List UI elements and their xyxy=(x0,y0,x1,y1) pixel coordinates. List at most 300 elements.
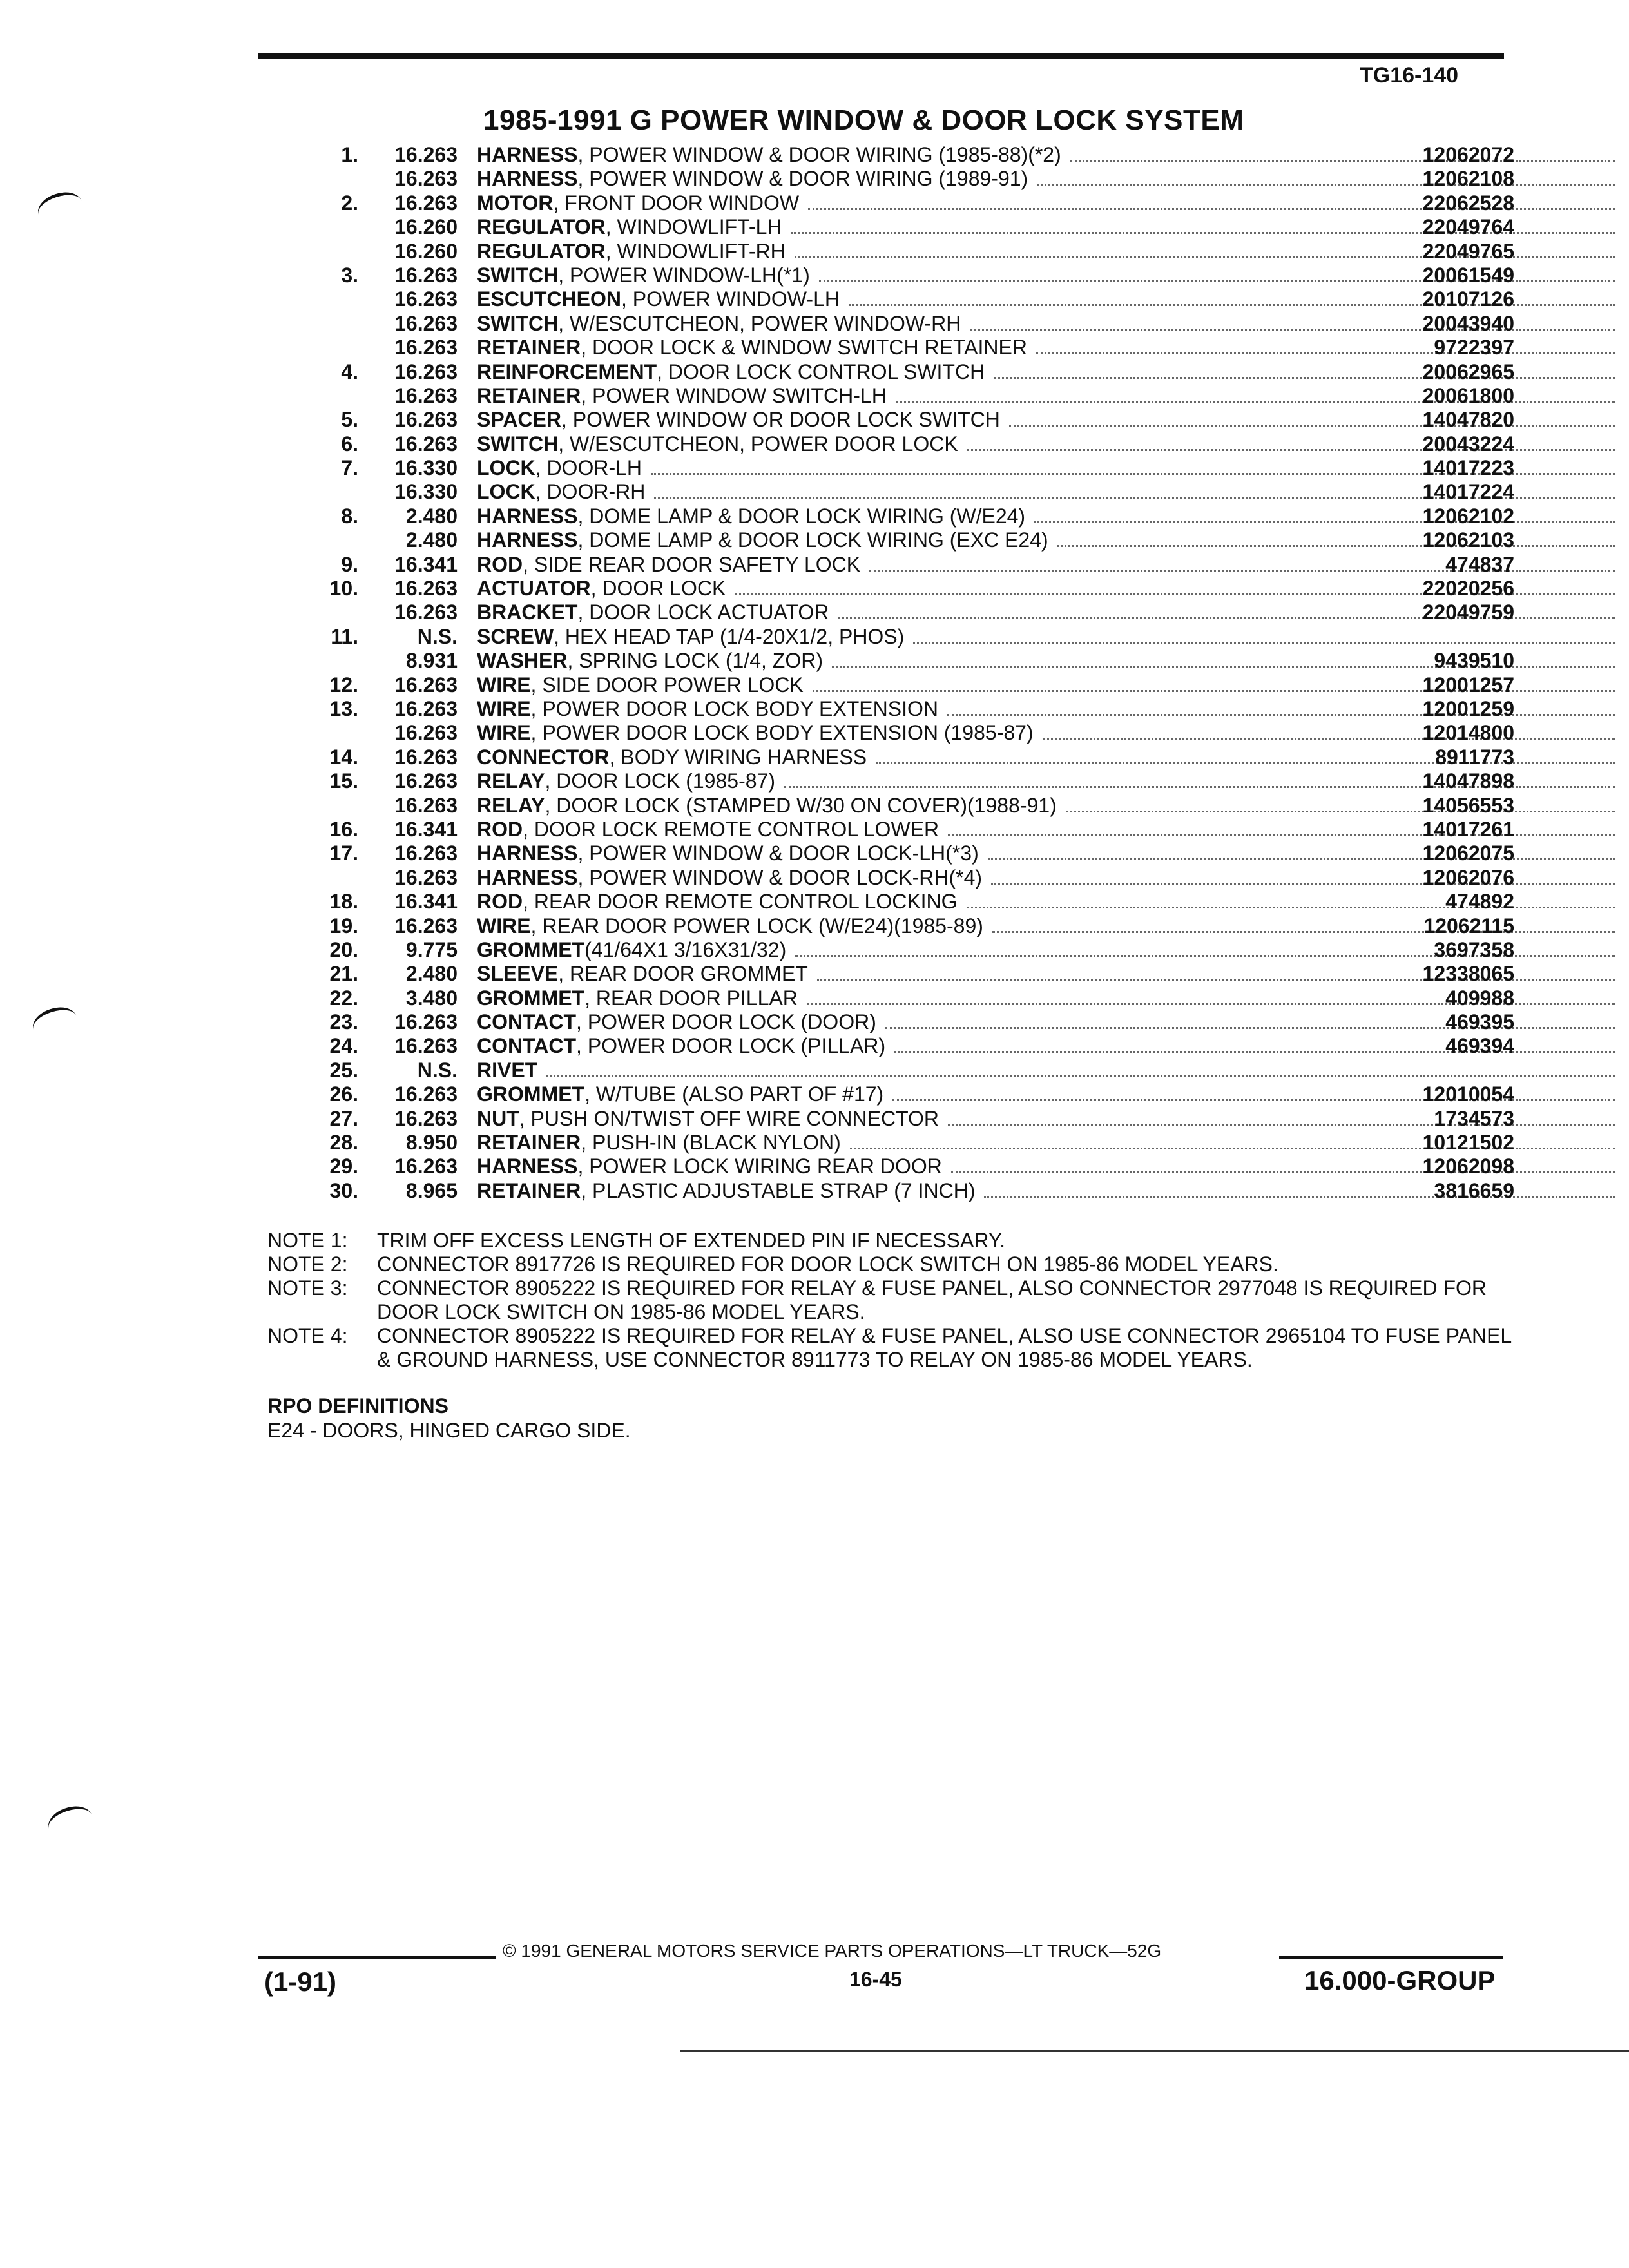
margin-mark xyxy=(34,187,86,228)
leader-dots xyxy=(1034,506,1615,523)
item-number: 25. xyxy=(329,1058,358,1082)
part-row xyxy=(258,1179,1514,1203)
part-detail: , POWER WINDOW OR DOOR LOCK SWITCH xyxy=(561,408,1000,432)
part-number: 10121502 xyxy=(1422,1131,1514,1155)
part-name: CONNECTOR xyxy=(477,745,610,769)
part-number: 409988 xyxy=(1445,986,1514,1010)
item-number: 3. xyxy=(341,263,358,287)
group-number: 16.330 xyxy=(394,456,458,480)
group-number: 16.263 xyxy=(394,311,458,335)
leader-dots xyxy=(1036,337,1615,354)
part-row xyxy=(258,601,1514,624)
part-name: RETAINER xyxy=(477,1131,581,1155)
leader-dots xyxy=(984,1180,1615,1198)
part-name: RETAINER xyxy=(477,1178,581,1202)
part-row xyxy=(258,408,1514,432)
part-name: RELAY xyxy=(477,793,545,817)
part-number: 9439510 xyxy=(1434,649,1514,673)
group-number: N.S. xyxy=(417,1058,458,1082)
part-name: GROMMET xyxy=(477,937,585,961)
part-row xyxy=(258,914,1514,938)
part-name: HARNESS xyxy=(477,143,578,166)
part-detail: , FRONT DOOR WINDOW xyxy=(553,191,800,215)
part-detail: , DOOR-LH xyxy=(535,456,642,480)
part-name: BRACKET xyxy=(477,601,578,624)
part-name: WIRE xyxy=(477,673,531,697)
group-number: 16.263 xyxy=(394,1106,458,1130)
note-label: NOTE 1: xyxy=(267,1229,348,1252)
item-number: 18. xyxy=(329,890,358,914)
note-item xyxy=(267,1229,1524,1253)
leader-dots xyxy=(913,626,1615,644)
leader-dots xyxy=(994,361,1615,379)
part-number: 474892 xyxy=(1445,890,1514,914)
group-number: 16.263 xyxy=(394,191,458,215)
doc-code: TG16-140 xyxy=(1360,63,1459,88)
group-number: 16.263 xyxy=(394,432,458,456)
group-number: N.S. xyxy=(417,624,458,648)
part-row xyxy=(258,432,1514,456)
part-number: 22062528 xyxy=(1422,191,1514,215)
item-number: 5. xyxy=(341,408,358,432)
part-row xyxy=(258,264,1514,287)
item-number: 11. xyxy=(331,624,358,648)
top-rule xyxy=(258,53,1504,59)
notes-section xyxy=(267,1229,1524,1372)
group-number: 16.263 xyxy=(394,383,458,407)
group-number: 16.341 xyxy=(394,552,458,576)
item-number: 19. xyxy=(329,914,358,937)
part-number: 14017223 xyxy=(1422,456,1514,480)
group-number: 16.260 xyxy=(394,239,458,263)
part-number: 14047898 xyxy=(1422,769,1514,793)
part-name: SLEEVE xyxy=(477,962,559,986)
part-name: SWITCH xyxy=(477,263,559,287)
part-number: 12062098 xyxy=(1422,1155,1514,1178)
item-number: 20. xyxy=(329,937,358,961)
group-number: 16.263 xyxy=(394,360,458,383)
part-name: GROMMET xyxy=(477,986,585,1010)
item-number: 9. xyxy=(341,552,358,576)
rpo-heading: RPO DEFINITIONS xyxy=(267,1394,448,1418)
part-detail: , POWER WINDOW-LH(*1) xyxy=(558,263,810,287)
item-number: 12. xyxy=(329,673,358,697)
group-number: 16.263 xyxy=(394,408,458,432)
group-number: 16.263 xyxy=(394,793,458,817)
part-name: RETAINER xyxy=(477,336,581,360)
item-number: 30. xyxy=(329,1178,358,1202)
part-detail: , REAR DOOR GROMMET xyxy=(558,962,808,986)
part-row xyxy=(258,384,1514,408)
part-row xyxy=(258,866,1514,890)
group-number: 16.263 xyxy=(394,143,458,166)
part-number: 20107126 xyxy=(1422,287,1514,311)
group-number: 16.263 xyxy=(394,1082,458,1106)
group-number: 16.330 xyxy=(394,480,458,504)
part-name: HARNESS xyxy=(477,528,578,552)
part-row xyxy=(258,1059,1514,1082)
part-row xyxy=(258,577,1514,601)
group-number: 16.263 xyxy=(394,287,458,311)
part-detail: , POWER WINDOW & DOOR WIRING (1989-91) xyxy=(577,167,1028,191)
part-detail: , W/ESCUTCHEON, POWER WINDOW-RH xyxy=(558,311,961,335)
footer-rule-left xyxy=(258,1956,496,1959)
group-number: 2.480 xyxy=(405,962,458,986)
part-name: CONTACT xyxy=(477,1034,577,1058)
part-detail: (41/64X1 3/16X31/32) xyxy=(584,937,787,961)
part-name: WIRE xyxy=(477,721,531,745)
part-name: CONTACT xyxy=(477,1010,577,1034)
part-row xyxy=(258,215,1514,239)
part-row xyxy=(258,1010,1514,1034)
part-name: HARNESS xyxy=(477,841,578,865)
group-number: 16.263 xyxy=(394,263,458,287)
part-name: ROD xyxy=(477,552,523,576)
part-detail: , HEX HEAD TAP (1/4-20X1/2, PHOS) xyxy=(554,624,905,648)
part-row xyxy=(258,1155,1514,1178)
part-row xyxy=(258,143,1514,167)
part-number: 3816659 xyxy=(1434,1178,1514,1202)
part-detail: , POWER WINDOW & DOOR LOCK-LH(*3) xyxy=(577,841,979,865)
part-detail: , DOOR LOCK (STAMPED W/30 ON COVER)(1988-91) xyxy=(545,793,1057,817)
group-number: 8.965 xyxy=(405,1178,458,1202)
part-detail: , POWER DOOR LOCK (PILLAR) xyxy=(576,1034,886,1058)
group-number: 16.263 xyxy=(394,1155,458,1178)
item-number: 14. xyxy=(329,745,358,769)
margin-mark xyxy=(44,1801,96,1842)
part-detail: , DOOR LOCK CONTROL SWITCH xyxy=(657,360,985,383)
leader-dots xyxy=(970,313,1615,331)
part-row xyxy=(258,986,1514,1010)
part-number: 14056553 xyxy=(1422,793,1514,817)
group-number: 16.263 xyxy=(394,336,458,360)
note-label: NOTE 2: xyxy=(267,1253,348,1276)
part-row xyxy=(258,312,1514,336)
page-number: 16-45 xyxy=(849,1968,902,1991)
part-number: 474837 xyxy=(1445,552,1514,576)
part-name: REGULATOR xyxy=(477,239,606,263)
group-number: 16.260 xyxy=(394,215,458,239)
part-row xyxy=(258,818,1514,841)
group-number: 16.341 xyxy=(394,890,458,914)
part-detail: , POWER DOOR LOCK BODY EXTENSION (1985-87) xyxy=(530,721,1034,745)
part-number: 22049764 xyxy=(1422,215,1514,239)
part-row xyxy=(258,553,1514,577)
part-name: WIRE xyxy=(477,697,531,720)
part-row xyxy=(258,673,1514,697)
part-name: GROMMET xyxy=(477,1082,585,1106)
part-detail: , POWER WINDOW & DOOR WIRING (1985-88)(*2) xyxy=(577,143,1061,166)
item-number: 23. xyxy=(329,1010,358,1034)
part-row xyxy=(258,505,1514,528)
part-number: 14017261 xyxy=(1422,817,1514,841)
item-number: 4. xyxy=(341,360,358,383)
part-name: ACTUATOR xyxy=(477,577,591,601)
part-detail: , POWER WINDOW SWITCH-LH xyxy=(581,383,887,407)
part-detail: , BODY WIRING HARNESS xyxy=(609,745,867,769)
part-name: SWITCH xyxy=(477,311,559,335)
part-number: 469395 xyxy=(1445,1010,1514,1034)
part-name: WASHER xyxy=(477,649,568,673)
parts-list xyxy=(258,143,1514,1203)
part-name: RETAINER xyxy=(477,383,581,407)
part-number: 22049759 xyxy=(1422,601,1514,624)
part-detail: , W/ESCUTCHEON, POWER DOOR LOCK xyxy=(558,432,958,456)
part-detail: , PLASTIC ADJUSTABLE STRAP (7 INCH) xyxy=(581,1178,976,1202)
part-name: REGULATOR xyxy=(477,215,606,239)
part-name: LOCK xyxy=(477,456,535,480)
part-detail: , WINDOWLIFT-LH xyxy=(605,215,782,239)
part-row xyxy=(258,1034,1514,1058)
part-number: 12338065 xyxy=(1422,962,1514,986)
item-number: 10. xyxy=(329,577,358,601)
item-number: 21. xyxy=(329,962,358,986)
part-number: 12010054 xyxy=(1422,1082,1514,1106)
group-number: 16.341 xyxy=(394,817,458,841)
group-number: 16.263 xyxy=(394,721,458,745)
part-number: 1734573 xyxy=(1434,1106,1514,1130)
part-number: 20043940 xyxy=(1422,311,1514,335)
group-number: 16.263 xyxy=(394,865,458,889)
part-name: HARNESS xyxy=(477,865,578,889)
note-label: NOTE 3: xyxy=(267,1276,348,1300)
leader-dots xyxy=(948,819,1615,836)
part-number: 469394 xyxy=(1445,1034,1514,1058)
part-detail: , DOOR LOCK & WINDOW SWITCH RETAINER xyxy=(581,336,1027,360)
part-row xyxy=(258,240,1514,264)
part-row xyxy=(258,745,1514,769)
part-detail: , DOME LAMP & DOOR LOCK WIRING (EXC E24) xyxy=(577,528,1048,552)
part-row xyxy=(258,697,1514,721)
item-number: 13. xyxy=(329,697,358,720)
item-number: 22. xyxy=(329,986,358,1010)
group-number: 16.263 xyxy=(394,745,458,769)
leader-dots xyxy=(1070,144,1615,162)
note-item xyxy=(267,1253,1524,1276)
group-number: 8.950 xyxy=(405,1131,458,1155)
part-name: HARNESS xyxy=(477,1155,578,1178)
part-description xyxy=(477,625,1624,649)
part-detail: , REAR DOOR PILLAR xyxy=(584,986,798,1010)
leader-dots xyxy=(967,891,1615,908)
part-number: 12062108 xyxy=(1422,167,1514,191)
item-number: 7. xyxy=(341,456,358,480)
note-text: CONNECTOR 8905222 IS REQUIRED FOR RELAY & FUSE PANEL, ALSO USE CONNECTOR 2965104 TO FUSE PANEL & GROUND HARNESS, USE CONNECTOR 8911773 TO RELAY ON 1985-86 MODEL YEARS. xyxy=(377,1324,1512,1371)
leader-dots xyxy=(1037,168,1615,186)
part-row xyxy=(258,1107,1514,1131)
note-text: TRIM OFF EXCESS LENGTH OF EXTENDED PIN IF NECESSARY. xyxy=(377,1229,1005,1252)
part-name: ESCUTCHEON xyxy=(477,287,622,311)
part-name: SCREW xyxy=(477,624,554,648)
item-number: 24. xyxy=(329,1034,358,1058)
item-number: 17. xyxy=(329,841,358,865)
part-number: 14017224 xyxy=(1422,480,1514,504)
part-detail: , POWER WINDOW-LH xyxy=(621,287,840,311)
part-detail: , DOOR LOCK xyxy=(590,577,726,601)
part-detail: , SIDE REAR DOOR SAFETY LOCK xyxy=(523,552,861,576)
group-number: 16.263 xyxy=(394,673,458,697)
footer-copyright: © 1991 GENERAL MOTORS SERVICE PARTS OPERATIONS—LT TRUCK—52G xyxy=(503,1941,1162,1961)
item-number: 2. xyxy=(341,191,358,215)
item-number: 26. xyxy=(329,1082,358,1106)
part-detail: , W/TUBE (ALSO PART OF #17) xyxy=(584,1082,884,1106)
part-number: 12062072 xyxy=(1422,143,1514,166)
part-name: HARNESS xyxy=(477,167,578,191)
part-number: 12001259 xyxy=(1422,697,1514,720)
part-name: WIRE xyxy=(477,914,531,937)
rpo-section xyxy=(267,1394,631,1443)
leader-dots xyxy=(951,1156,1615,1173)
page-title: 1985-1991 G POWER WINDOW & DOOR LOCK SYSTEM xyxy=(483,104,1244,136)
item-number: 6. xyxy=(341,432,358,456)
part-row xyxy=(258,191,1514,215)
group-number: 16.263 xyxy=(394,601,458,624)
part-number: 22049765 xyxy=(1422,239,1514,263)
leader-dots xyxy=(546,1060,1615,1077)
footer-group: 16.000-GROUP xyxy=(1304,1965,1496,1995)
leader-dots xyxy=(1057,530,1615,547)
note-item xyxy=(267,1324,1524,1372)
part-name: LOCK xyxy=(477,480,535,504)
part-number: 12062102 xyxy=(1422,504,1514,528)
part-row xyxy=(258,769,1514,793)
part-row xyxy=(258,721,1514,745)
part-detail: , WINDOWLIFT-RH xyxy=(605,239,786,263)
part-number: 20061800 xyxy=(1422,383,1514,407)
part-row xyxy=(258,287,1514,311)
part-name: ROD xyxy=(477,817,523,841)
part-description xyxy=(477,1059,1624,1082)
note-text: CONNECTOR 8917726 IS REQUIRED FOR DOOR LOCK SWITCH ON 1985-86 MODEL YEARS. xyxy=(377,1253,1278,1276)
part-row xyxy=(258,360,1514,384)
note-label: NOTE 4: xyxy=(267,1324,348,1347)
group-number: 16.263 xyxy=(394,914,458,937)
part-detail: , PUSH-IN (BLACK NYLON) xyxy=(581,1131,841,1155)
part-row xyxy=(258,649,1514,673)
part-detail: , DOOR LOCK (1985-87) xyxy=(545,769,775,793)
part-number: 3697358 xyxy=(1434,937,1514,961)
leader-dots xyxy=(988,843,1615,860)
group-number: 16.263 xyxy=(394,577,458,601)
part-row xyxy=(258,841,1514,865)
group-number: 2.480 xyxy=(405,504,458,528)
part-row xyxy=(258,336,1514,360)
leader-dots xyxy=(991,867,1615,885)
part-name: RELAY xyxy=(477,769,545,793)
part-detail: , SPRING LOCK (1/4, ZOR) xyxy=(567,649,823,673)
leader-dots xyxy=(967,434,1615,451)
part-detail: , REAR DOOR POWER LOCK (W/E24)(1985-89) xyxy=(530,914,983,937)
part-row xyxy=(258,1082,1514,1106)
part-number: 12062076 xyxy=(1422,865,1514,889)
item-number: 29. xyxy=(329,1155,358,1178)
part-row xyxy=(258,528,1514,552)
part-row xyxy=(258,890,1514,914)
part-number: 12062115 xyxy=(1423,914,1514,937)
part-name: REINFORCEMENT xyxy=(477,360,657,383)
part-row xyxy=(258,625,1514,649)
leader-dots xyxy=(992,916,1615,933)
part-detail: , SIDE DOOR POWER LOCK xyxy=(530,673,804,697)
part-row xyxy=(258,794,1514,818)
group-number: 16.263 xyxy=(394,1010,458,1034)
part-row xyxy=(258,938,1514,962)
group-number: 9.775 xyxy=(405,937,458,961)
part-detail: , POWER DOOR LOCK BODY EXTENSION xyxy=(530,697,938,720)
part-number: 9722397 xyxy=(1434,336,1514,360)
leader-dots xyxy=(1066,795,1615,812)
part-number: 8911773 xyxy=(1435,745,1514,769)
part-name: MOTOR xyxy=(477,191,554,215)
part-detail: , DOOR LOCK REMOTE CONTROL LOWER xyxy=(523,817,940,841)
item-number: 16. xyxy=(329,817,358,841)
part-detail: , DOME LAMP & DOOR LOCK WIRING (W/E24) xyxy=(577,504,1026,528)
part-number: 20043224 xyxy=(1422,432,1514,456)
part-detail: , POWER DOOR LOCK (DOOR) xyxy=(576,1010,876,1034)
leader-dots xyxy=(948,1108,1615,1126)
part-name: RIVET xyxy=(477,1058,538,1082)
part-name: NUT xyxy=(477,1106,519,1130)
part-number: 12062075 xyxy=(1422,841,1514,865)
item-number: 27. xyxy=(329,1106,358,1130)
part-number: 12014800 xyxy=(1422,721,1514,745)
margin-mark xyxy=(29,1002,81,1043)
part-row xyxy=(258,1131,1514,1155)
part-number: 22020256 xyxy=(1422,577,1514,601)
part-name: HARNESS xyxy=(477,504,578,528)
group-number: 16.263 xyxy=(394,167,458,191)
part-detail: , DOOR-RH xyxy=(535,480,646,504)
group-number: 3.480 xyxy=(405,986,458,1010)
item-number: 1. xyxy=(341,143,358,166)
part-number: 20061549 xyxy=(1422,263,1514,287)
item-number: 28. xyxy=(329,1131,358,1155)
group-number: 16.263 xyxy=(394,1034,458,1058)
part-detail: , POWER WINDOW & DOOR LOCK-RH(*4) xyxy=(577,865,983,889)
item-number: 8. xyxy=(341,504,358,528)
part-number: 14047820 xyxy=(1422,408,1514,432)
group-number: 8.931 xyxy=(405,649,458,673)
part-detail: , POWER LOCK WIRING REAR DOOR xyxy=(577,1155,942,1178)
note-item xyxy=(267,1276,1524,1324)
footer-rule-right xyxy=(1279,1956,1503,1959)
part-row xyxy=(258,480,1514,504)
part-number: 20062965 xyxy=(1422,360,1514,383)
leader-dots xyxy=(947,698,1615,716)
part-detail: , REAR DOOR REMOTE CONTROL LOCKING xyxy=(523,890,958,914)
group-number: 2.480 xyxy=(405,528,458,552)
part-name: SWITCH xyxy=(477,432,559,456)
part-number: 12001257 xyxy=(1422,673,1514,697)
part-name: SPACER xyxy=(477,408,561,432)
bottom-rule xyxy=(680,2050,1629,2052)
footer-date: (1-91) xyxy=(264,1966,337,1997)
group-number: 16.263 xyxy=(394,697,458,720)
leader-dots xyxy=(1043,722,1615,740)
leader-dots xyxy=(1009,409,1615,427)
rpo-definition: E24 - DOORS, HINGED CARGO SIDE. xyxy=(267,1419,631,1442)
group-number: 16.263 xyxy=(394,769,458,793)
part-row xyxy=(258,167,1514,191)
part-detail: , PUSH ON/TWIST OFF WIRE CONNECTOR xyxy=(519,1106,940,1130)
part-row xyxy=(258,456,1514,480)
part-name: ROD xyxy=(477,890,523,914)
part-detail: , DOOR LOCK ACTUATOR xyxy=(577,601,829,624)
part-row xyxy=(258,962,1514,986)
part-number: 12062103 xyxy=(1422,528,1514,552)
item-number: 15. xyxy=(329,769,358,793)
group-number: 16.263 xyxy=(394,841,458,865)
